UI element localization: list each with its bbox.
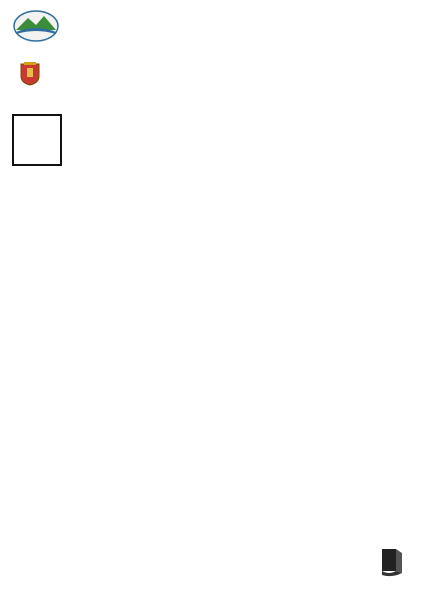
library-logo-icon — [372, 545, 412, 585]
stacciaminaccia-logo — [12, 114, 62, 166]
alta-valle-logo-icon — [6, 4, 66, 48]
fermignano-crest-icon — [19, 62, 41, 86]
children-drawings-left — [4, 245, 76, 600]
children-drawings-top — [0, 190, 424, 245]
